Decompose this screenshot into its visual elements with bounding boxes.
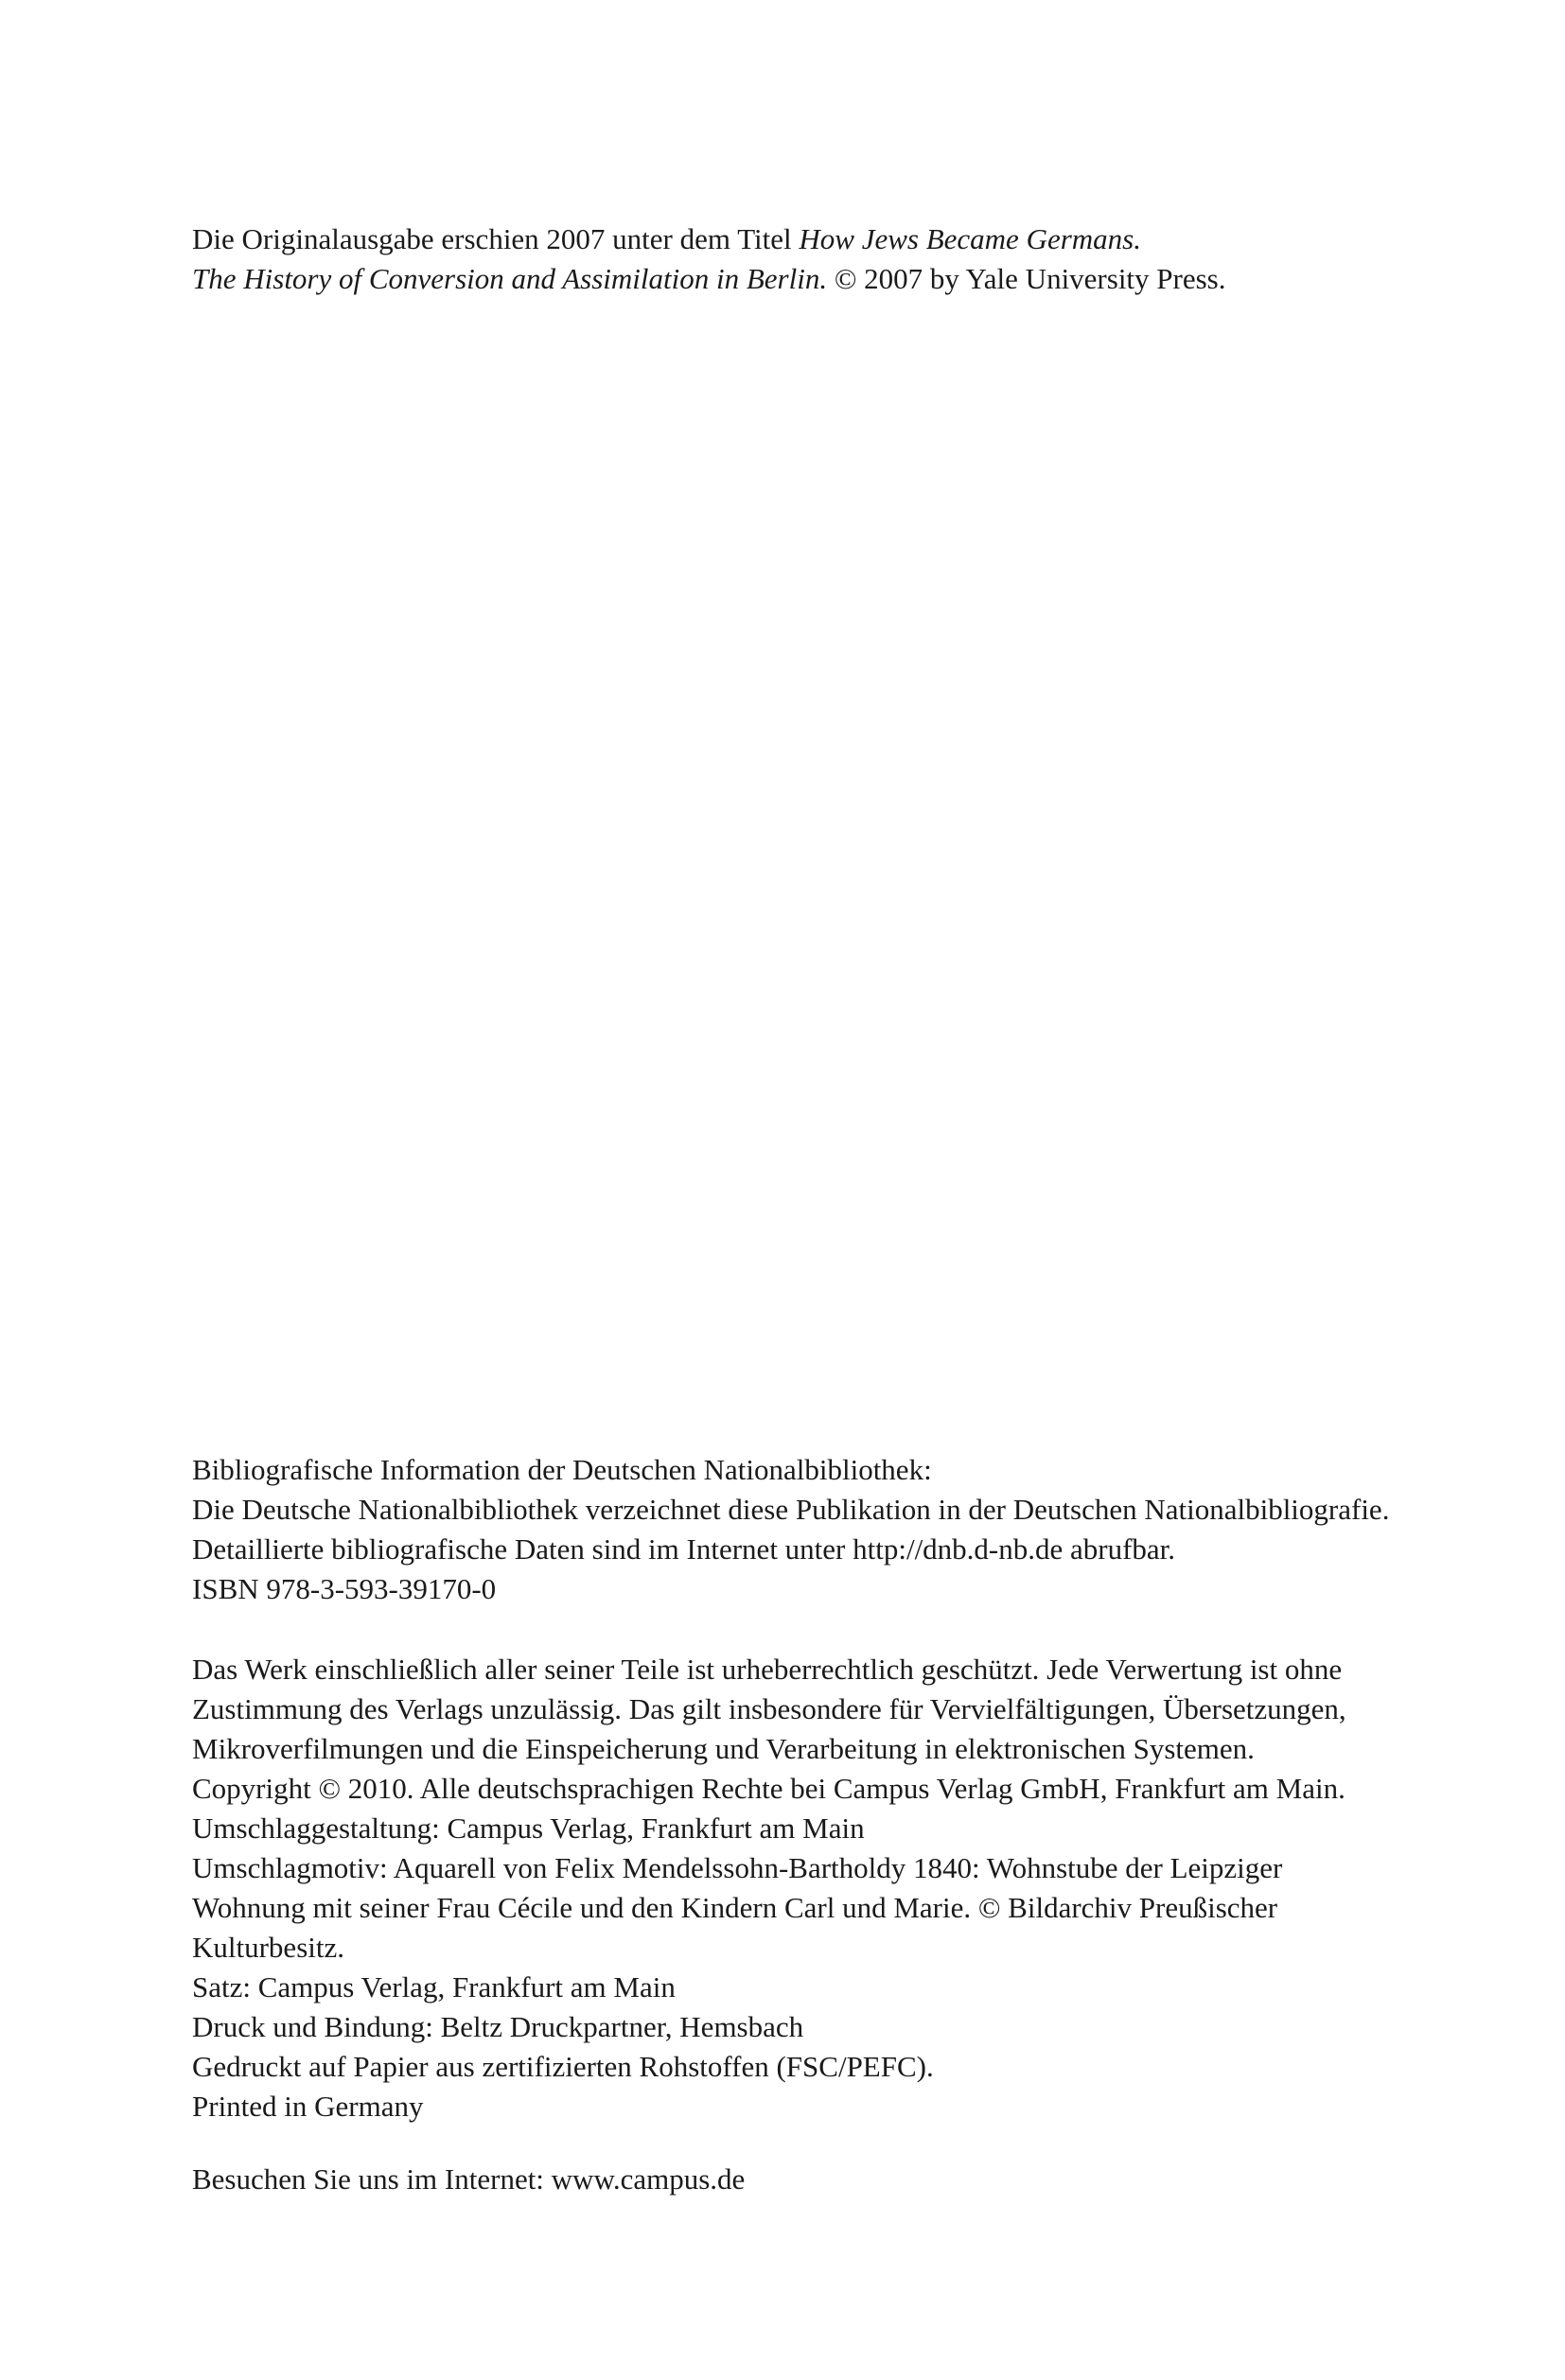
- cover-motif-line: Umschlagmotiv: Aquarell von Felix Mendelssohn-Bartholdy 1840: Wohnstube der Leipziger: [192, 1851, 1283, 1884]
- original-edition-prefix: Die Originalausgabe erschien 2007 unter dem Titel: [192, 222, 800, 255]
- original-copyright: © 2007 by Yale University Press.: [827, 262, 1226, 295]
- rights-and-credits: [192, 1650, 1422, 2126]
- copyright-line: Copyright © 2010. Alle deutschsprachigen Rechte bei Campus Verlag GmbH, Frankfurt am Main.: [192, 1772, 1345, 1805]
- printing-line: Druck und Bindung: Beltz Druckpartner, Hemsbach: [192, 2010, 804, 2043]
- original-edition-note: [192, 219, 1422, 299]
- biblio-line: Detaillierte bibliografische Daten sind im Internet unter http://dnb.d-nb.de abrufbar.: [192, 1532, 1176, 1566]
- cover-design-line: Umschlaggestaltung: Campus Verlag, Frankfurt am Main: [192, 1811, 865, 1845]
- printed-in-line: Printed in Germany: [192, 2090, 424, 2123]
- paper-line: Gedruckt auf Papier aus zertifizierten Rohstoffen (FSC/PEFC).: [192, 2050, 934, 2083]
- isbn: ISBN 978-3-593-39170-0: [192, 1572, 497, 1605]
- rights-line: Das Werk einschließlich aller seiner Teile ist urheberrechtlich geschützt. Jede Verwertung ist ohne: [192, 1653, 1343, 1686]
- cover-motif-line: Kulturbesitz.: [192, 1931, 344, 1964]
- website-line: Besuchen Sie uns im Internet: www.campus.de: [192, 2162, 746, 2196]
- bibliographic-information: [192, 1450, 1422, 1609]
- biblio-line: Die Deutsche Nationalbibliothek verzeichnet diese Publikation in der Deutschen Nationalbibliografie.: [192, 1493, 1390, 1526]
- visit-website: [192, 2160, 1422, 2199]
- original-edition-line-2: [192, 259, 1422, 299]
- typesetting-line: Satz: Campus Verlag, Frankfurt am Main: [192, 1970, 676, 2004]
- cover-motif-line: Wohnung mit seiner Frau Cécile und den Kindern Carl und Marie. © Bildarchiv Preußischer: [192, 1891, 1278, 1924]
- rights-line: Zustimmung des Verlags unzulässig. Das gilt insbesondere für Vervielfältigungen, Übersetzungen,: [192, 1692, 1346, 1725]
- biblio-heading: Bibliografische Information der Deutschen Nationalbibliothek:: [192, 1453, 932, 1486]
- original-title-part-2: The History of Conversion and Assimilation in Berlin.: [192, 262, 828, 295]
- original-title-part-1: How Jews Became Germans.: [799, 222, 1141, 255]
- rights-line: Mikroverfilmungen und die Einspeicherung und Verarbeitung in elektronischen Systemen.: [192, 1732, 1255, 1765]
- original-edition-line-1: [192, 219, 1422, 259]
